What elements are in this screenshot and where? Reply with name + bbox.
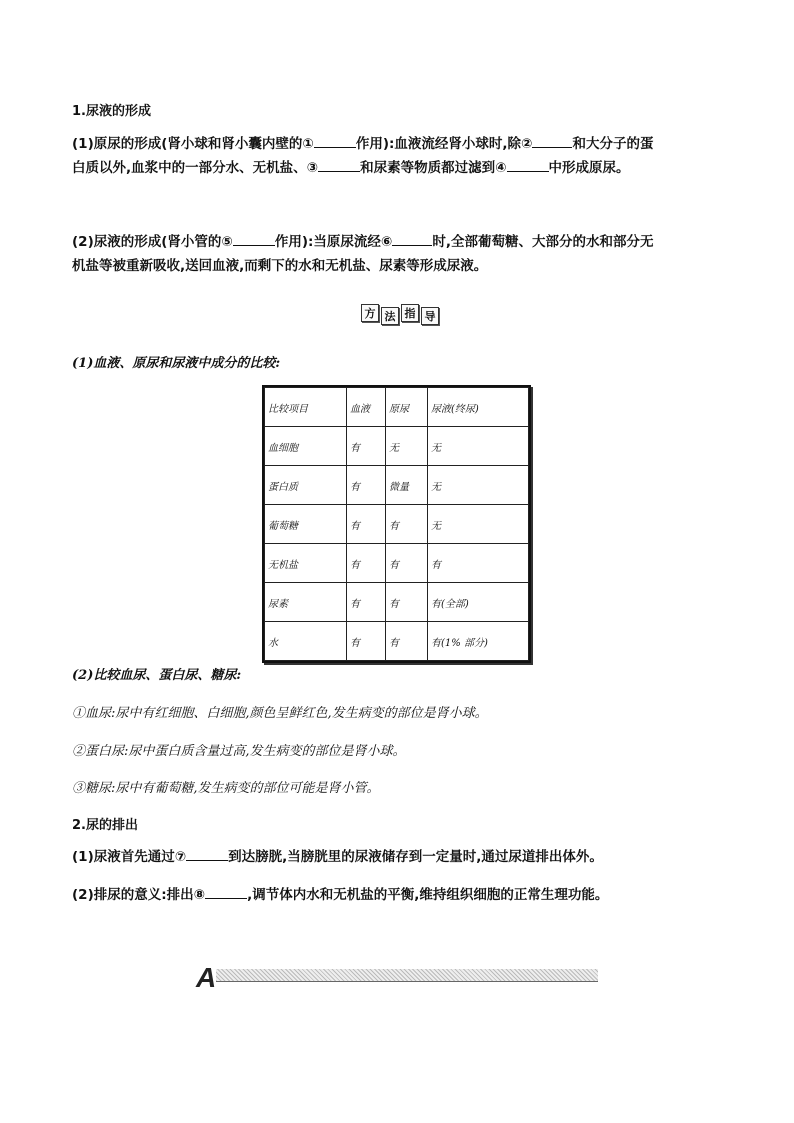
list-item-proteinuria: ②蛋白尿:尿中蛋白质含量过高,发生病变的部位是肾小球。 <box>72 744 406 759</box>
table-header-row: 比较项目 血液 原尿 尿液(终尿) <box>265 388 529 427</box>
banner-stripe <box>216 969 598 981</box>
table-row: 血细胞 有 无 无 <box>265 427 529 466</box>
paragraph-urination-meaning: (2)排尿的意义:排出⑧ ,调节体内水和无机盐的平衡,维持组织细胞的正常生理功能。 <box>72 883 608 907</box>
blank-3[interactable] <box>318 157 360 172</box>
section2-heading: 2.尿的排出 <box>72 818 138 833</box>
table-row: 无机盐 有 有 有 <box>265 544 529 583</box>
banner-underline <box>216 981 598 982</box>
list-item-hematuria: ①血尿:尿中有红细胞、白细胞,颜色呈鲜红色,发生病变的部位是肾小球。 <box>72 706 488 721</box>
table-row: 葡萄糖 有 有 无 <box>265 505 529 544</box>
urine-types-title: (2)比较血尿、蛋白尿、糖尿: <box>72 668 242 683</box>
method-guide-badge: 方 法 指 导 <box>361 304 439 325</box>
banner-letter: A <box>196 962 217 993</box>
compare-title: (1)血液、原尿和尿液中成分的比较: <box>72 356 281 371</box>
table-row: 蛋白质 有 微量 无 <box>265 466 529 505</box>
blank-5[interactable] <box>233 231 275 246</box>
table-row: 水 有 有 有(1% 部分) <box>265 622 529 661</box>
paragraph-urine-path: (1)尿液首先通过⑦ 到达膀胱,当膀胱里的尿液储存到一定量时,通过尿道排出体外。 <box>72 845 603 869</box>
blank-1[interactable] <box>314 133 356 148</box>
blank-6[interactable] <box>392 231 432 246</box>
section1-heading: 1.尿液的形成 <box>72 104 151 119</box>
list-item-glycosuria: ③糖尿:尿中有葡萄糖,发生病变的部位可能是肾小管。 <box>72 781 380 796</box>
comparison-table <box>262 385 531 663</box>
paragraph-primary-urine: (1)原尿的形成(肾小球和肾小囊内壁的① 作用):血液流经肾小球时,除② 和大分子的蛋 白质以外,血浆中的一部分水、无机盐、③ 和尿素等物质都过滤到④ 中形成原尿。 <box>72 132 732 180</box>
section-banner <box>196 964 598 992</box>
blank-4[interactable] <box>507 157 549 172</box>
paragraph-final-urine: (2)尿液的形成(肾小管的⑤ 作用):当原尿流经⑥ 时,全部葡萄糖、大部分的水和部分无 机盐等被重新吸收,送回血液,而剩下的水和无机盐、尿素等形成尿液。 <box>72 230 732 278</box>
blank-7[interactable] <box>186 846 228 861</box>
blank-8[interactable] <box>205 884 247 899</box>
blank-2[interactable] <box>532 133 572 148</box>
table-row: 尿素 有 有 有(全部) <box>265 583 529 622</box>
